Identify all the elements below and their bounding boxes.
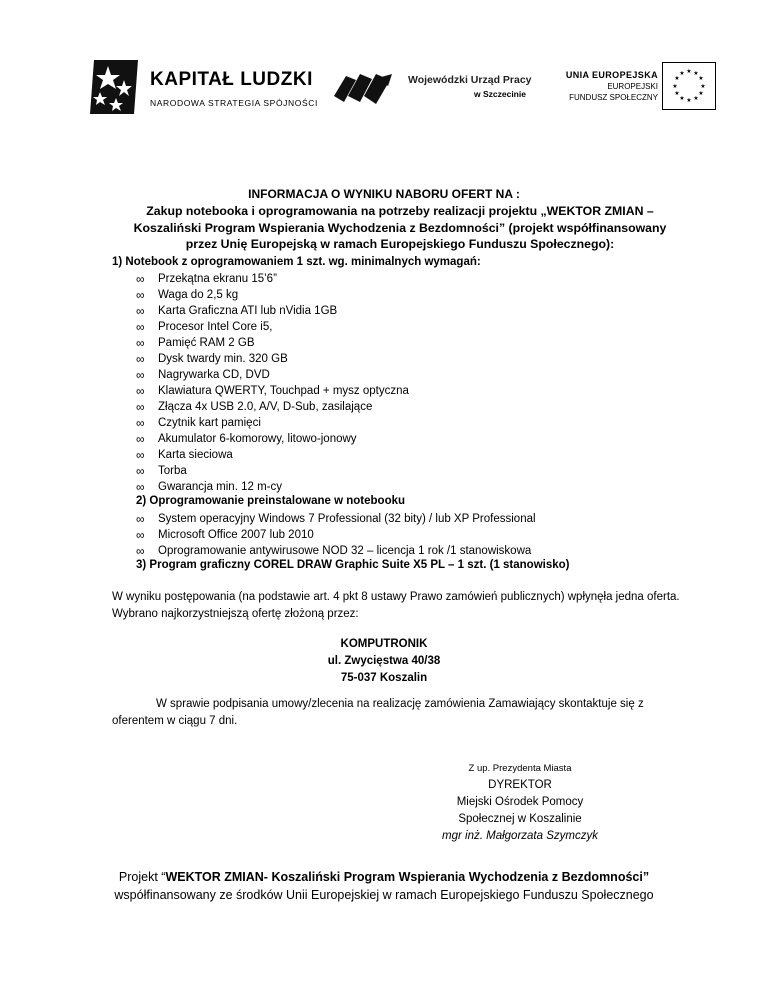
bullet-icon: ∞ — [136, 272, 145, 286]
footer — [0, 868, 768, 904]
kapital-ludzki-logo — [88, 58, 318, 128]
svg-text:★: ★ — [674, 90, 680, 97]
company-street: ul. Zwycięstwa 40/38 — [327, 655, 441, 667]
section2-title: 2) Oprogramowanie preinstalowane w notebooku — [136, 495, 406, 507]
section1-title: 1) Notebook z oprogramowaniem 1 szt. wg. minimalnych wymagań: — [112, 256, 481, 268]
document-heading: INFORMACJA O WYNIKU NABORU OFERT NA : — [248, 187, 520, 201]
eu-logo — [545, 62, 720, 112]
footer-project-name: WEKTOR ZMIAN- Koszaliński Program Wspierania Wychodzenia z Bezdomności” — [165, 870, 650, 884]
svg-text:★: ★ — [686, 97, 692, 104]
signature-line4: Społecznej w Koszalinie — [458, 813, 582, 825]
bullet-icon: ∞ — [136, 416, 145, 430]
kapital-ludzki-emblem-icon — [88, 58, 140, 118]
list-item: ∞ Akumulator 6-komorowy, litowo-jonowy — [136, 432, 357, 446]
section3-title: 3) Program graficzny COREL DRAW Graphic Suite X5 PL – 1 szt. (1 stanowisko) — [136, 559, 570, 571]
bullet-icon: ∞ — [136, 304, 145, 318]
list-item: ∞ Microsoft Office 2007 lub 2010 — [136, 528, 314, 542]
list-item: ∞ Pamięć RAM 2 GB — [136, 336, 255, 350]
bullet-icon: ∞ — [136, 368, 145, 382]
wup-title: Wojewódzki Urząd Pracy — [408, 74, 532, 86]
list-item: ∞ Dysk twardy min. 320 GB — [136, 352, 288, 366]
list-item: ∞ Przekątna ekranu 15’6” — [136, 272, 277, 286]
list-item: ∞ Oprogramowanie antywirusowe NOD 32 – licencja 1 rok /1 stanowiskowa — [136, 544, 532, 558]
svg-text:★: ★ — [698, 75, 704, 82]
svg-text:★: ★ — [700, 83, 706, 90]
footer-prefix: Projekt “ — [118, 870, 166, 884]
bullet-icon: ∞ — [136, 448, 145, 462]
bullet-icon: ∞ — [136, 288, 145, 302]
company-name: KOMPUTRONIK — [340, 638, 428, 650]
list-item: ∞ Gwarancja min. 12 m-cy — [136, 480, 282, 494]
bullet-icon: ∞ — [136, 352, 145, 366]
list-item: ∞ Karta Graficzna ATI lub nVidia 1GB — [136, 304, 338, 318]
list-item: ∞ System operacyjny Windows 7 Professional (32 bity) / lub XP Professional — [136, 512, 536, 526]
kapital-ludzki-title: KAPITAŁ LUDZKI — [150, 69, 313, 90]
bullet-icon: ∞ — [136, 400, 145, 414]
svg-text:★: ★ — [679, 70, 685, 77]
list-item: ∞ Karta sieciowa — [136, 448, 233, 462]
svg-text:★: ★ — [674, 75, 680, 82]
intro-paragraph: Zakup notebooka i oprogramowania na potrzeby realizacji projektu „WEKTOR ZMIAN – Koszaliński Program Wspierania Wychodzenia z Bezdomności” (projekt współfinansowany przez Unię Europejską w ramach Europejskiego Funduszu Społecznego): — [133, 204, 667, 251]
bullet-icon: ∞ — [136, 432, 145, 446]
svg-text:★: ★ — [698, 90, 704, 97]
bullet-icon: ∞ — [136, 336, 145, 350]
bullet-icon: ∞ — [136, 544, 145, 558]
list-item: ∞ Procesor Intel Core i5, — [136, 320, 273, 334]
list-item: ∞ Nagrywarka CD, DVD — [136, 368, 270, 382]
svg-text:★: ★ — [693, 95, 699, 102]
wup-logo — [332, 64, 532, 114]
section1-list — [136, 271, 409, 495]
list-item: ∞ Czytnik kart pamięci — [136, 416, 261, 430]
wup-cards-icon — [332, 70, 394, 106]
eu-line2: EUROPEJSKI — [607, 82, 658, 91]
result-paragraph: W wyniku postępowania (na podstawie art. 4 pkt 8 ustawy Prawo zamówień publicznych) wpłynęła jedna oferta. Wybrano najkorzystniejszą ofertę złożoną przez: — [112, 591, 680, 620]
list-item: ∞ Złącza 4x USB 2.0, A/V, D-Sub, zasilające — [136, 400, 373, 414]
svg-text:★: ★ — [672, 83, 678, 90]
company-city: 75-037 Koszalin — [340, 672, 428, 684]
signature-line2: DYREKTOR — [488, 779, 552, 791]
bullet-icon: ∞ — [136, 512, 145, 526]
signature-block — [420, 760, 620, 845]
footer-line2: współfinansowany ze środków Unii Europejskiej w ramach Europejskiego Funduszu Społecznego — [114, 888, 654, 902]
list-item: ∞ Torba — [136, 464, 187, 478]
list-item: ∞ Klawiatura QWERTY, Touchpad + mysz optyczna — [136, 384, 409, 398]
footer-line1 — [0, 868, 768, 886]
bullet-icon: ∞ — [136, 480, 145, 494]
eu-text — [566, 70, 658, 103]
bullet-icon: ∞ — [136, 464, 145, 478]
bullet-icon: ∞ — [136, 528, 145, 542]
wup-subtitle: w Szczecinie — [474, 89, 526, 99]
section2-list — [136, 511, 536, 559]
eu-line3: FUNDUSZ SPOŁECZNY — [569, 93, 658, 102]
svg-text:★: ★ — [679, 95, 685, 102]
eu-title: UNIA EUROPEJSKA — [565, 70, 658, 80]
list-item: ∞ Waga do 2,5 kg — [136, 288, 239, 302]
kapital-ludzki-subtitle: NARODOWA STRATEGIA SPÓJNOŚCI — [150, 98, 318, 108]
svg-text:★: ★ — [686, 68, 692, 75]
bullet-icon: ∞ — [136, 320, 145, 334]
company-block — [0, 636, 768, 687]
bullet-icon: ∞ — [136, 384, 145, 398]
svg-text:★: ★ — [693, 70, 699, 77]
signature-line3: Miejski Ośrodek Pomocy — [456, 796, 584, 808]
contract-paragraph: W sprawie podpisania umowy/zlecenia na realizację zamówienia Zamawiający skontaktuje się z oferentem w ciągu 7 dni. — [112, 698, 644, 727]
signature-line1: Z up. Prezydenta Miasta — [468, 763, 572, 774]
eu-flag-icon — [662, 62, 716, 110]
signature-name: mgr inż. Małgorzata Szymczyk — [442, 830, 598, 842]
